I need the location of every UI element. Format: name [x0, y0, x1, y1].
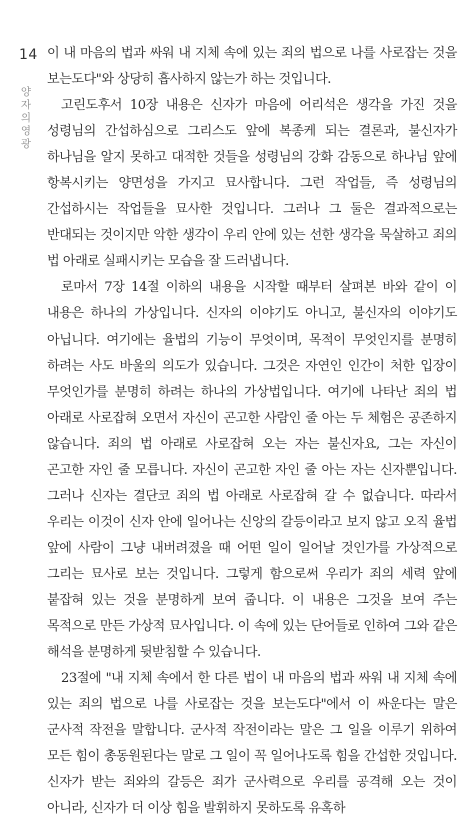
body-text [47, 41, 457, 822]
paragraph-1: 이 내 마음의 법과 싸워 내 지체 속에 있는 죄의 법으로 나를 사로잡는 것을 보는도다"와 상당히 흡사하지 않는가 하는 것입니다. [47, 46, 457, 88]
paragraph-2: 고린도후서 10장 내용은 신자가 마음에 어리석은 생각을 가진 것을 성령님의 간섭하심으로 그리스도 앞에 복종케 되는 결론과, 불신자가 하나님을 알지 못하고 대적한 것들을 성령님의 강화 감동으로 하나님 앞에 항복시키는 양면성을 가지고 묘사합니다. 그런 작업들, 즉 성령님의 간섭하시는 작업들을 묘사한 것입니다. 그러나 그 둘은 결과적으로는 반대되는 것이지만 악한 생각이 우리 안에 있는 선한 생각을 묵살하고 죄의 법 아래로 실패시키는 모습을 잘 드러냅니다. [47, 98, 457, 270]
paragraph-4: 23절에 "내 지체 속에서 한 다른 법이 내 마음의 법과 싸워 내 지체 속에 있는 죄의 법으로 나를 사로잡는 것을 보는도다"에서 이 싸운다는 말은 군사적 작전을 말합니다. 군사적 작전이라는 말은 그 일을 이루기 위하여 모든 힘이 총동원된다는 말로 그 일이 꼭 일어나도록 힘을 간섭한 것입니다. 신자가 받는 죄와의 갈등은 죄가 군사력으로 우리를 공격해 오는 것이 아니라, 신자가 더 이상 힘을 발휘하지 못하도록 유혹하 [47, 671, 457, 817]
page-number: 14 [19, 47, 38, 63]
paragraph-3: 로마서 7장 14절 이하의 내용을 시작할 때부터 살펴본 바와 같이 이 내용은 하나의 가상입니다. 신자의 이야기도 아니고, 불신자의 이야기도 아닙니다. 여기에는 율법의 기능이 무엇이며, 목적이 무엇인지를 분명히 하려는 사도 바울의 의도가 있습니다. 그것은 자연인 인간이 처한 입장이 무엇인가를 분명히 하려는 하나의 가상법입니다. 여기에 나타난 죄의 법 아래로 사로잡혀 오면서 자신이 곤고한 사람인 줄 아는 두 체험은 공존하지 않습니다. 죄의 법 아래로 사로잡혀 오는 자는 불신자요, 그는 자신이 곤고한 자인 줄 모릅니다. 자신이 곤고한 자인 줄 아는 자는 신자뿐입니다. 그러나 신자는 결단코 죄의 법 아래로 사로잡혀 갈 수 없습니다. 따라서 우리는 이것이 신자 안에 일어나는 신앙의 갈등이라고 보지 않고 오직 율법 앞에 사람이 그냥 내버려졌을 때 어떤 일이 일어날 것인가를 가상적으로 그리는 묘사로 보는 것입니다. 그렇게 함으로써 우리가 죄의 세력 앞에 붙잡혀 있는 것을 분명하게 보여 줍니다. 이 내용은 그것을 보여 주는 목적으로 만든 가상적 묘사입니다. 이 속에 있는 단어들로 인하여 그와 같은 해석을 분명하게 뒷받침할 수 있습니다. [47, 280, 457, 661]
running-head: 양자의 영광 [20, 86, 32, 150]
